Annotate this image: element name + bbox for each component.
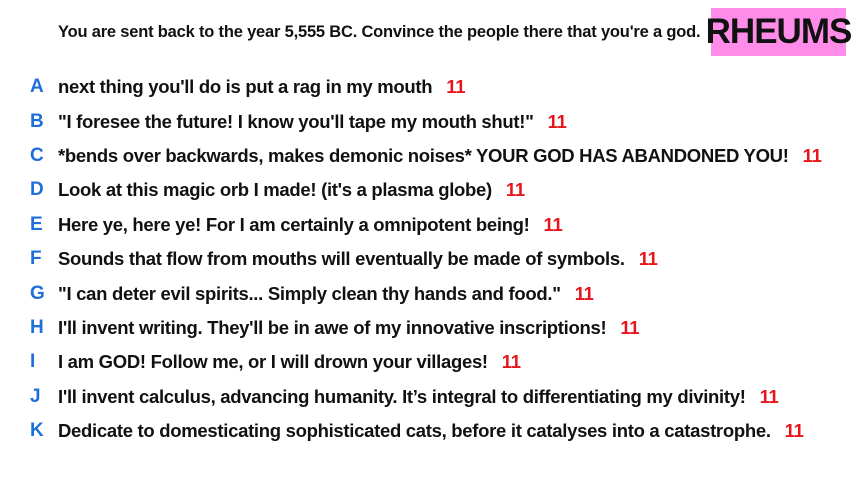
answer-letter: I: [30, 351, 36, 373]
answer-text: [58, 248, 658, 270]
answer-letter: A: [30, 76, 44, 98]
answer-text: [58, 420, 804, 442]
answer-body: I am GOD! Follow me, or I will drown your villages!: [58, 351, 488, 373]
answer-body: Here ye, here ye! For I am certainly a omnipotent being!: [58, 213, 530, 235]
answer-score: 11: [759, 385, 779, 407]
answer-letter: H: [30, 316, 44, 338]
answer-row: [0, 276, 853, 310]
answer-score: 11: [784, 420, 804, 442]
answer-row: [0, 208, 853, 242]
answer-body: Sounds that flow from mouths will eventually be made of symbols.: [58, 248, 625, 270]
answer-text: [58, 386, 779, 408]
answer-row: [0, 414, 853, 448]
answer-body: I'll invent calculus, advancing humanity. It’s integral to differentiating my divinity!: [58, 385, 746, 407]
answer-score: 11: [501, 351, 521, 373]
answer-score: 11: [543, 213, 563, 235]
answer-body: next thing you'll do is put a rag in my mouth: [58, 76, 433, 98]
answer-body: "I foresee the future! I know you'll tape my mouth shut!": [58, 110, 534, 132]
answer-letter: C: [30, 144, 44, 166]
answer-text: [58, 214, 563, 236]
answer-text: [58, 111, 567, 133]
answer-letter: K: [30, 420, 44, 442]
answer-body: I'll invent writing. They'll be in awe of my innovative inscriptions!: [58, 316, 607, 338]
prompt-text: You are sent back to the year 5,555 BC. Convince the people there that you're a god.: [58, 22, 701, 41]
answer-score: 11: [574, 282, 594, 304]
answer-row: [0, 173, 853, 207]
answer-body: Dedicate to domesticating sophisticated cats, before it catalyses into a catastrophe.: [58, 420, 771, 442]
answer-text: [58, 76, 465, 98]
answer-letter: G: [30, 282, 45, 304]
answer-score: 11: [446, 76, 466, 98]
answer-letter: B: [30, 110, 44, 132]
answer-text: [58, 351, 521, 373]
answer-body: *bends over backwards, makes demonic noises* YOUR GOD HAS ABANDONED YOU!: [58, 144, 789, 166]
answer-letter: D: [30, 179, 44, 201]
answer-text: [58, 145, 822, 167]
answer-row: [0, 104, 853, 138]
answer-letter: J: [30, 385, 41, 407]
answer-letter: E: [30, 213, 43, 235]
answer-list: [0, 70, 853, 448]
answer-body: "I can deter evil spirits... Simply clean thy hands and food.": [58, 282, 561, 304]
answer-text: [58, 283, 594, 305]
answer-score: 11: [802, 144, 822, 166]
answer-row: [0, 311, 853, 345]
answer-score: 11: [620, 316, 640, 338]
answer-letter: F: [30, 248, 42, 270]
answer-row: [0, 70, 853, 104]
answer-score: 11: [638, 248, 658, 270]
answer-row: [0, 380, 853, 414]
answer-row: [0, 139, 853, 173]
answer-text: [58, 179, 525, 201]
answer-score: 11: [547, 110, 567, 132]
answer-text: [58, 317, 639, 339]
rheums-logo: RHEUMS: [711, 8, 846, 56]
answer-row: [0, 345, 853, 379]
answer-row: [0, 242, 853, 276]
answer-body: Look at this magic orb I made! (it's a plasma globe): [58, 179, 492, 201]
answer-score: 11: [505, 179, 525, 201]
